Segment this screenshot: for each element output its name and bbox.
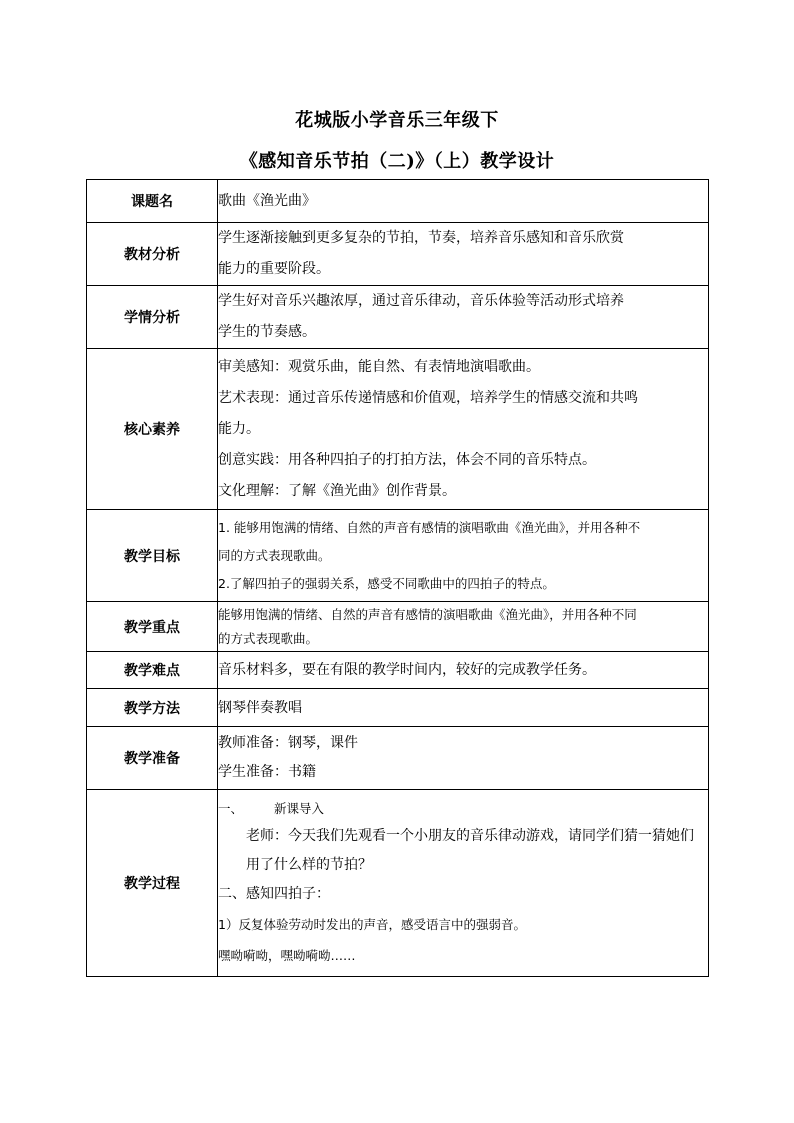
row-topic [87,180,709,223]
key-points-line1: 能够用饱满的情绪、自然的声音有感情的演唱歌曲《渔光曲》，并用各种不同 [218,606,637,622]
process-step1-text2: 用了什么样的节拍？ [246,857,372,873]
label-difficulties: 教学难点 [87,652,218,689]
process-step1-title: 新课导入 [274,801,325,816]
value-preparation [218,727,709,790]
value-topic: 歌曲《渔光曲》 [218,180,709,223]
value-objectives [218,510,709,602]
core-literacy-line4: 创意实践：用各种四拍子的打拍方法，体会不同的音乐特点。 [218,451,596,468]
row-methods [87,689,709,727]
label-key-points: 教学重点 [87,602,218,652]
value-difficulties: 音乐材料多，要在有限的教学时间内，较好的完成教学任务。 [218,652,709,689]
value-material-analysis [218,223,709,286]
process-step2-title: 二、感知四拍子： [218,886,330,902]
core-literacy-line2: 艺术表现：通过音乐传递情感和价值观，培养学生的情感交流和共鸣 [218,389,638,406]
document-title-line1: 花城版小学音乐三年级下 [295,110,499,131]
document-title-line2: 《感知音乐节拍（二)》（上）教学设计 [239,151,555,172]
row-objectives [87,510,709,602]
core-literacy-line5: 文化理解：了解《渔光曲》创作背景。 [218,482,456,499]
core-literacy-line3: 能力。 [218,420,260,437]
row-difficulties [87,652,709,689]
learner-analysis-line2: 学生的节奏感。 [218,324,316,340]
value-process [218,790,709,977]
material-analysis-line2: 能力的重要阶段。 [218,261,330,277]
label-learner-analysis: 学情分析 [87,286,218,349]
label-objectives: 教学目标 [87,510,218,602]
process-step1-number: 一、 [218,801,244,816]
key-points-line2: 的方式表现歌曲。 [218,630,319,646]
preparation-line2: 学生准备：书籍 [218,764,316,780]
objectives-line2: 同的方式表现歌曲。 [218,547,331,563]
row-core-literacy [87,349,709,510]
value-methods: 钢琴伴奏教唱 [218,689,709,727]
preparation-line1: 教师准备：钢琴，课件 [218,735,358,751]
label-process: 教学过程 [87,790,218,977]
process-step1-heading [218,795,708,822]
value-key-points [218,602,709,652]
label-material-analysis: 教材分析 [87,223,218,286]
row-material-analysis [87,223,709,286]
label-preparation: 教学准备 [87,727,218,790]
label-methods: 教学方法 [87,689,218,727]
value-learner-analysis [218,286,709,349]
process-step1-text1: 老师：今天我们先观看一个小朋友的音乐律动游戏，请同学们猜一猜她们 [246,828,694,844]
core-literacy-line1: 审美感知：观赏乐曲，能自然、有表情地演唱歌曲。 [218,358,540,375]
lesson-plan-table [86,179,709,977]
process-step2-sub1: 1）反复体验劳动时发出的声音，感受语言中的强弱音。 [218,917,526,932]
label-core-literacy: 核心素养 [87,349,218,510]
process-step2-sub2: 嘿呦嗬呦，嘿呦嗬呦…… [218,948,356,963]
value-core-literacy [218,349,709,510]
label-topic: 课题名 [87,180,218,223]
row-preparation [87,727,709,790]
objectives-line1: 1. 能够用饱满的情绪、自然的声音有感情的演唱歌曲《渔光曲》，并用各种不 [218,519,641,535]
row-key-points [87,602,709,652]
learner-analysis-line1: 学生好对音乐兴趣浓厚，通过音乐律动，音乐体验等活动形式培养 [218,293,624,309]
material-analysis-line1: 学生逐渐接触到更多复杂的节拍，节奏，培养音乐感知和音乐欣赏 [218,230,624,246]
objectives-line3: 2.了解四拍子的强弱关系，感受不同歌曲中的四拍子的特点。 [218,575,555,591]
row-learner-analysis [87,286,709,349]
row-process [87,790,709,977]
